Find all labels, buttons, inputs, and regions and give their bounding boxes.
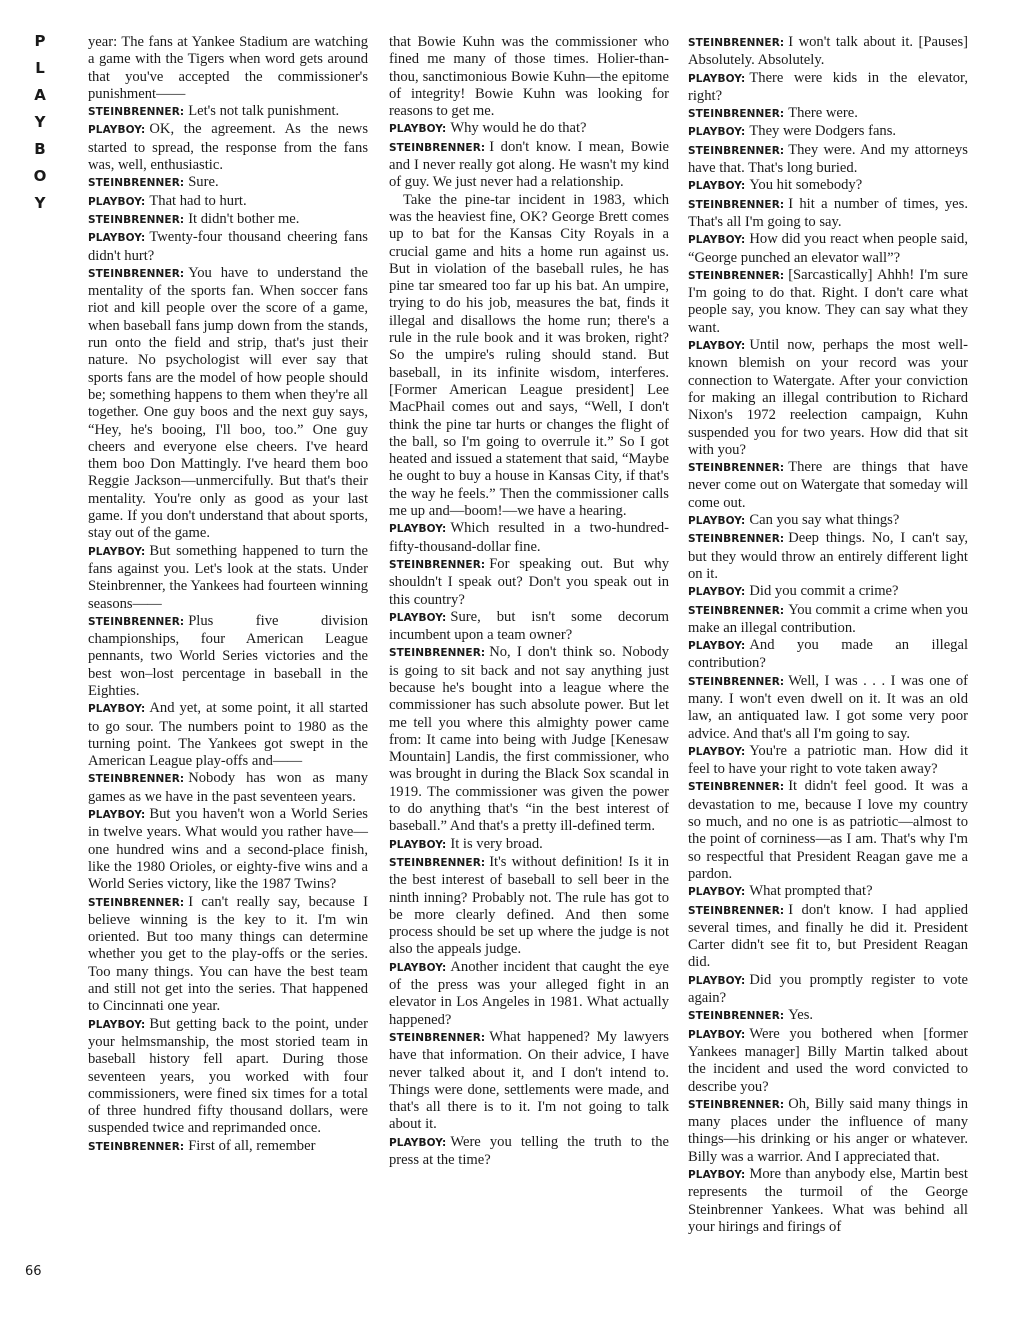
paragraph-text: Until now, perhaps the most well-known blemish on your record was your connection to Watergate. After your conviction for making an illegal contribution to Richard Nixon's 1972 reelection campaign, Kuhn suspended you for two years. How did that sit with you?	[688, 337, 968, 458]
paragraph	[688, 1096, 968, 1166]
speaker-label: STEINBRENNER:	[688, 37, 785, 49]
paragraph	[88, 121, 368, 174]
speaker-label: PLAYBOY:	[688, 234, 746, 247]
paragraph	[88, 894, 368, 1016]
speaker-label: PLAYBOY:	[88, 545, 146, 558]
paragraph-text: But something happened to turn the fans against you. Let's look at the stats. Under Steinbrenner, the Yankees had fourteen winning seasons——	[88, 542, 368, 612]
paragraph-text: Were you bothered when [former Yankees manager] Billy Martin talked about the incident and used the word convicted to describe you?	[688, 1025, 968, 1095]
speaker-label: PLAYBOY:	[688, 974, 746, 987]
paragraph-text: I hit a number of times, yes. That's all I'm going to say.	[688, 195, 968, 230]
side-label-letter: A	[34, 86, 46, 104]
speaker-label: PLAYBOY:	[88, 124, 146, 137]
speaker-label: PLAYBOY:	[389, 961, 447, 974]
paragraph-text: Twenty-four thousand cheering fans didn't hurt?	[88, 229, 368, 264]
speaker-label: PLAYBOY:	[688, 340, 746, 353]
paragraph	[389, 1134, 669, 1170]
paragraph	[389, 1029, 669, 1134]
paragraph-text: OK, the agreement. As the news started to spread, the response from the fans was, well, enthusiastic.	[88, 121, 368, 174]
paragraph-text: Deep things. No, I can't say, but they would throw an entirely different light on it.	[688, 530, 968, 582]
paragraph	[389, 520, 669, 556]
paragraph-text: that Bowie Kuhn was the commissioner who fined me many of those times. Holier-than-thou, sanctimonious Bowie Kuhn—the epitome of integrity! Bowie Kuhn was looking for reasons to get me.	[389, 34, 669, 120]
paragraph-text: They were Dodgers fans.	[749, 123, 897, 140]
paragraph-text: Which resulted in a two-hundred-fifty-thousand-dollar fine.	[389, 520, 669, 555]
speaker-label: PLAYBOY:	[688, 745, 746, 758]
paragraph	[688, 70, 968, 106]
paragraph-text: It's without definition! Is it in the best interest of baseball to sell beer in the ninth inning? Probably not. The rule has got to be more clearly defined. And then some process should be set up where the judge is not also the appeals judge.	[389, 853, 669, 958]
paragraph	[688, 583, 968, 601]
text-column-2	[389, 34, 669, 1169]
speaker-label: PLAYBOY:	[688, 1028, 746, 1041]
side-label-letter: Y	[34, 194, 46, 212]
paragraph-text: Oh, Billy said many things in many places under the influence of many things—his drinking or his anger or whatever. Billy was a warrior. And I appreciated that.	[688, 1095, 968, 1165]
speaker-label: PLAYBOY:	[88, 1018, 146, 1031]
page-number: 66	[25, 1264, 42, 1279]
paragraph	[688, 267, 968, 337]
speaker-label: PLAYBOY:	[88, 195, 146, 208]
speaker-label: STEINBRENNER:	[88, 896, 185, 909]
speaker-label: STEINBRENNER:	[88, 773, 185, 786]
paragraph	[389, 34, 669, 120]
paragraph	[688, 1007, 968, 1025]
paragraph	[389, 192, 669, 521]
side-label-letter: B	[34, 140, 46, 158]
speaker-label: PLAYBOY:	[88, 232, 146, 245]
paragraph-text: But you haven't won a World Series in twelve years. What would you rather have—one hundred wins and a second-place finish, like the 1980 Orioles, or eighty-five wins and a World Series victory, like the 1987 Twins?	[88, 806, 368, 893]
paragraph-text: You have to understand the mentality of the sports fan. When soccer fans riot and kill people over the score of a game, when baseball fans jump down from the stands, run onto the field and strip, that's just their nature. No psychologist will ever say that sports fans are the model of how people should be; something happens to them when they're all together. One guy boos and the next guy says, “Hey, he's booing, I'll boo, too.” One guy cheers and everyone else cheers. I've heard them boo Don Mattingly. I've heard them boo Reggie Jackson—unmercifully. But that's their mentality. You're only as good as your last game. If you don't understand that about sports, stay out of the game.	[88, 264, 368, 542]
speaker-label: STEINBRENNER:	[88, 1140, 185, 1153]
speaker-label: PLAYBOY:	[688, 126, 746, 139]
speaker-label: STEINBRENNER:	[688, 904, 785, 917]
paragraph-text: I don't know. I mean, Bowie and I never really got along. He wasn't my kind of guy. We just never had a relationship.	[389, 138, 669, 191]
paragraph-text: year: The fans at Yankee Stadium are watching a game with the Tigers when word gets around that you've accepted the commissioner's punishment——	[88, 34, 368, 102]
speaker-label: STEINBRENNER:	[688, 675, 785, 688]
paragraph-text: Were you telling the truth to the press at the time?	[389, 1133, 669, 1168]
paragraph-text: I won't talk about it. [Pauses] Absolutely. Absolutely.	[688, 34, 968, 69]
speaker-label: PLAYBOY:	[88, 809, 146, 822]
paragraph	[688, 512, 968, 530]
side-label-letter: L	[35, 59, 45, 77]
paragraph-text: I don't know. I had applied several times, and finally he did it. President Carter didn't see fit to, but President Reagan did.	[688, 901, 968, 971]
paragraph	[688, 972, 968, 1008]
paragraph-text: What prompted that?	[749, 883, 873, 900]
paragraph-text: Sure.	[188, 174, 219, 191]
paragraph	[688, 231, 968, 267]
paragraph-text: You hit somebody?	[749, 177, 863, 194]
paragraph	[688, 459, 968, 512]
paragraph	[688, 123, 968, 141]
paragraph-text: And you made an illegal contribution?	[688, 637, 968, 672]
magazine-side-label	[28, 28, 52, 217]
speaker-label: STEINBRENNER:	[688, 198, 785, 211]
paragraph	[688, 602, 968, 638]
paragraph-text: You're a patriotic man. How did it feel to have your right to vote taken away?	[688, 742, 968, 778]
speaker-label: PLAYBOY:	[389, 123, 447, 136]
speaker-label: STEINBRENNER:	[688, 1010, 785, 1023]
paragraph	[688, 637, 968, 673]
paragraph-text: Yes.	[788, 1007, 814, 1024]
speaker-label: STEINBRENNER:	[688, 1098, 785, 1111]
paragraph	[389, 854, 669, 959]
speaker-label: STEINBRENNER:	[688, 144, 785, 157]
paragraph	[688, 1026, 968, 1096]
speaker-label: STEINBRENNER:	[88, 177, 185, 190]
paragraph-text: But getting back to the point, under your helmsmanship, the most storied team in baseball history fell apart. During those seventeen years, you worked with four commissioners, were fined six times for a total of three hundred fifty thousand dollars, were suspended twice and reprimanded once.	[88, 1015, 368, 1137]
paragraph	[88, 1138, 368, 1156]
paragraph	[389, 556, 669, 609]
speaker-label: STEINBRENNER:	[688, 781, 785, 794]
paragraph	[88, 103, 368, 121]
paragraph	[688, 883, 968, 901]
paragraph-text: More than anybody else, Martin best represents the turmoil of the George Steinbrenner Yankees. What was behind all your hirings and firings of	[688, 1166, 968, 1235]
speaker-label: STEINBRENNER:	[88, 213, 185, 226]
paragraph	[389, 644, 669, 835]
paragraph	[389, 609, 669, 645]
side-label-letter: O	[33, 167, 47, 185]
paragraph-text: There are things that have never come out on Watergate that someday will come out.	[688, 459, 968, 511]
paragraph-text: Another incident that caught the eye of the press was your alleged fight in an elevator in Los Angeles in 1981. What actually happened?	[389, 958, 669, 1028]
speaker-label: STEINBRENNER:	[88, 615, 185, 628]
text-column-1	[88, 34, 368, 1156]
paragraph-text: And yet, at some point, it all started to go sour. The numbers point to 1980 as the turning point. The Yankees got swept in the American League play-offs and——	[88, 700, 368, 770]
paragraph	[88, 174, 368, 192]
paragraph	[88, 806, 368, 893]
paragraph	[88, 193, 368, 211]
paragraph	[88, 613, 368, 700]
paragraph	[688, 673, 968, 743]
paragraph	[688, 337, 968, 459]
speaker-label: STEINBRENNER:	[88, 267, 185, 280]
paragraph	[688, 902, 968, 972]
speaker-label: PLAYBOY:	[389, 1136, 447, 1149]
paragraph-text: First of all, remember	[188, 1137, 316, 1154]
paragraph	[88, 770, 368, 806]
paragraph	[88, 265, 368, 543]
paragraph-text: Why would he do that?	[450, 120, 587, 137]
speaker-label: PLAYBOY:	[688, 586, 746, 599]
speaker-label: STEINBRENNER:	[389, 558, 486, 571]
paragraph	[88, 229, 368, 265]
paragraph-text: They were. And my attorneys have that. That's long buried.	[688, 141, 968, 177]
speaker-label: STEINBRENNER:	[688, 604, 785, 617]
paragraph-text: You commit a crime when you make an illegal contribution.	[688, 601, 968, 636]
speaker-label: STEINBRENNER:	[389, 1031, 486, 1044]
paragraph	[688, 34, 968, 70]
paragraph-text: Take the pine-tar incident in 1983, which was the heaviest fine, OK? George Brett comes up to bat for the Kansas City Royals in a crucial game and hits a home run against us. But in violation of the baseball rules, he has pine tar smeared too far up his bat. An umpire, trying to do his job, measures the bat, finds it illegal and disallows the home run; there's a rule in the rule book and it was broken, right? So the umpire's ruling should stand. But baseball, in its infinite wisdom, interferes. [Former American League president] Lee MacPhail comes out and says, “Well, I don't think the pine tar hurts or changes the flight of the ball, so I'm going to overrule it.” So I got heated and issued a statement that said, “Maybe he ought to buy a house in Kansas City, if that's the way he feels.” Then the commissioner calls me up and—boom!—we have a hearing.	[389, 191, 669, 520]
speaker-label: PLAYBOY:	[688, 180, 746, 193]
side-label-letter: Y	[34, 113, 46, 131]
speaker-label: PLAYBOY:	[389, 838, 447, 851]
paragraph-text: Can you say what things?	[749, 512, 900, 529]
speaker-label: STEINBRENNER:	[688, 533, 785, 546]
speaker-label: STEINBRENNER:	[88, 106, 185, 119]
speaker-label: STEINBRENNER:	[688, 462, 785, 475]
paragraph-text: Nobody has won as many games as we have in the past seventeen years.	[88, 770, 368, 805]
paragraph	[688, 177, 968, 195]
paragraph-text: [Sarcastically] Ahhh! I'm sure I'm going to do that. Right. I don't care what people say, you know. They can say what they want.	[688, 266, 968, 336]
paragraph	[88, 211, 368, 229]
paragraph	[88, 1016, 368, 1138]
paragraph	[688, 142, 968, 178]
paragraph	[389, 836, 669, 854]
speaker-label: PLAYBOY:	[88, 703, 146, 716]
speaker-label: PLAYBOY:	[389, 611, 447, 624]
paragraph-text: I can't really say, because I believe winning is the key to it. I'm win oriented. But too many things can determine whether you get to the play-offs or the series. Too many things. You can have the best team and still not get into the series. That happened to Cincinnati one year.	[88, 893, 368, 1015]
speaker-label: STEINBRENNER:	[389, 141, 486, 154]
paragraph	[88, 34, 368, 103]
side-label-letter: P	[34, 32, 46, 50]
speaker-label: PLAYBOY:	[688, 515, 746, 528]
paragraph-text: It didn't feel good. It was a devastation to me, because I love my country so much, and no one is as patriotic—almost to the point of corniness—as I am. That's why I'm so respectful that President Reagan gave me a pardon.	[688, 778, 968, 882]
paragraph-text: That had to hurt.	[149, 192, 247, 209]
paragraph-text: There were kids in the elevator, right?	[688, 69, 968, 104]
paragraph-text: It didn't bother me.	[188, 210, 300, 227]
paragraph	[688, 105, 968, 123]
paragraph-text: There were.	[788, 105, 858, 122]
paragraph-text: It is very broad.	[450, 835, 543, 852]
speaker-label: PLAYBOY:	[389, 523, 447, 536]
paragraph-text: Let's not talk punishment.	[188, 103, 340, 120]
paragraph-text: Did you promptly register to vote again?	[688, 971, 968, 1007]
speaker-label: PLAYBOY:	[688, 72, 746, 85]
paragraph	[88, 700, 368, 770]
paragraph	[688, 1166, 968, 1236]
paragraph-text: No, I don't think so. Nobody is going to sit back and not say anything just because he's bought into a league where the commissioner has such absolute power. But let me tell you where this almighty power came from: It came into being with Judge [Kenesaw Mountain] Landis, the first commissioner, who was brought in during the Black Sox scandal in 1919. The commissioner was given the power to do anything that's “in the best interest of baseball.” And that's a pretty ill-defined term.	[389, 644, 669, 835]
paragraph	[389, 139, 669, 192]
paragraph-text: For speaking out. But why shouldn't I speak out? Don't you speak out in this country?	[389, 555, 669, 608]
paragraph-text: Well, I was . . . I was one of many. I won't even dwell on it. It was an old law, an antiquated law. I got some very poor advice. And that's all I'm going to say.	[688, 672, 968, 742]
text-column-3	[688, 34, 968, 1236]
paragraph	[688, 743, 968, 779]
paragraph-text: How did you react when people said, “George punched an elevator wall”?	[688, 231, 968, 266]
speaker-label: STEINBRENNER:	[688, 108, 785, 121]
paragraph	[688, 196, 968, 232]
speaker-label: STEINBRENNER:	[389, 647, 486, 660]
paragraph	[88, 543, 368, 613]
speaker-label: PLAYBOY:	[688, 640, 746, 653]
speaker-label: STEINBRENNER:	[389, 856, 486, 869]
speaker-label: STEINBRENNER:	[688, 269, 785, 282]
paragraph-text: Plus five division championships, four American League pennants, two World Series victories and the best won–lost percentage in baseball in the Eighties.	[88, 612, 368, 699]
paragraph	[389, 120, 669, 138]
paragraph	[688, 530, 968, 583]
paragraph-text: Sure, but isn't some decorum incumbent upon a team owner?	[389, 608, 669, 644]
speaker-label: PLAYBOY:	[688, 1169, 746, 1181]
paragraph	[688, 778, 968, 883]
paragraph-text: Did you commit a crime?	[749, 583, 899, 600]
speaker-label: PLAYBOY:	[688, 886, 746, 899]
paragraph	[389, 959, 669, 1029]
paragraph-text: What happened? My lawyers have that information. On their advice, I have never talked about it, and I don't intend to. Things were done, settlements were made, and that's all there is to it. I'm not going to talk about it.	[389, 1028, 669, 1133]
